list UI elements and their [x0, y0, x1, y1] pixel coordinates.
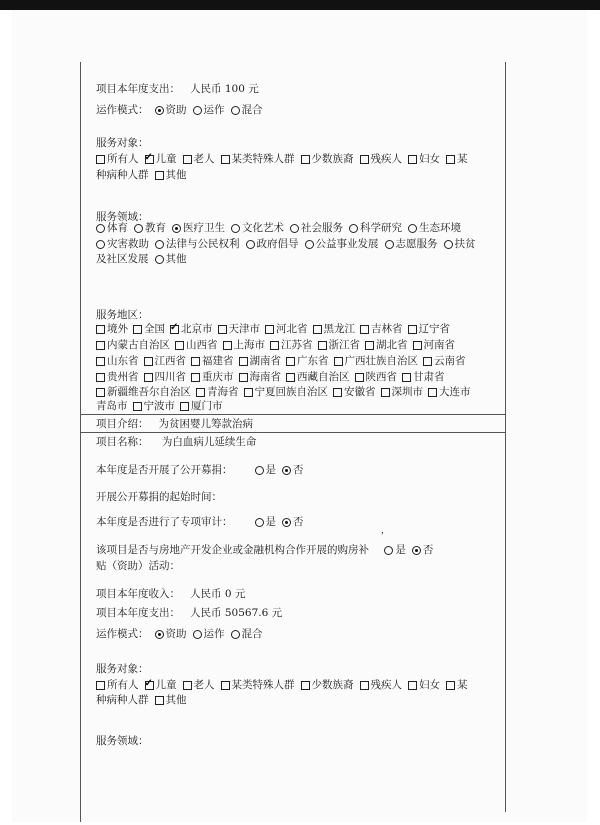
- checkbox[interactable]: [175, 341, 184, 350]
- checkbox[interactable]: [286, 373, 295, 382]
- checkbox[interactable]: [355, 373, 364, 382]
- radio[interactable]: [385, 240, 394, 249]
- field-label-2: 服务领域：: [96, 735, 149, 747]
- radio-operation[interactable]: [193, 630, 202, 639]
- checkbox[interactable]: [408, 681, 417, 690]
- checkbox[interactable]: [218, 325, 227, 334]
- radio[interactable]: [305, 240, 314, 249]
- radio[interactable]: [408, 224, 417, 233]
- name-row: 项目名称： 为白血病儿延续生命: [96, 436, 257, 448]
- radio[interactable]: [96, 224, 105, 233]
- intro-row: 项目介绍： 为贫困婴儿筹款治病: [96, 418, 254, 430]
- checkbox[interactable]: [239, 357, 248, 366]
- region-row-1: 境外 全国 ✓ 北京市 天津市 河北省 黑龙江 吉林省 辽宁省: [96, 323, 450, 336]
- stray-mark: ，: [381, 526, 391, 536]
- checkbox[interactable]: [96, 681, 105, 690]
- checkbox-checked[interactable]: [145, 681, 154, 690]
- income-row: 项目本年度收入： 人民币 0 元: [96, 588, 246, 600]
- fundraise-row: 本年度是否开展了公开募捐： 是 否: [96, 464, 304, 476]
- checkbox[interactable]: [96, 388, 105, 397]
- radio-mixed[interactable]: [231, 630, 240, 639]
- checkbox[interactable]: [221, 155, 230, 164]
- checkbox[interactable]: [313, 325, 322, 334]
- checkbox[interactable]: [144, 373, 153, 382]
- checkbox[interactable]: [265, 325, 274, 334]
- region-label-1: 服务地区：: [96, 309, 149, 321]
- checkbox[interactable]: [244, 388, 253, 397]
- field-row-2: 灾害救助 法律与公民权利 政府倡导 公益事业发展 志愿服务 扶贫: [96, 238, 476, 251]
- radio-yes[interactable]: [255, 518, 264, 527]
- radio-selected[interactable]: [172, 224, 181, 233]
- target-label-2: 服务对象：: [96, 663, 149, 675]
- region-row-6: 青岛市 宁波市 厦门市: [96, 400, 223, 412]
- checkbox[interactable]: [334, 357, 343, 366]
- radio-mixed[interactable]: [231, 106, 240, 115]
- row-divider: [80, 414, 505, 415]
- checkbox[interactable]: [155, 696, 164, 705]
- start-time-row: 开展公开募捐的起始时间：: [96, 491, 222, 503]
- checkbox[interactable]: [96, 357, 105, 366]
- checkbox[interactable]: [360, 325, 369, 334]
- checkbox-checked[interactable]: [145, 155, 154, 164]
- checkbox[interactable]: [223, 341, 232, 350]
- checkbox[interactable]: [221, 681, 230, 690]
- scan-top-border: [0, 0, 600, 10]
- field-label-1: 服务领域：: [96, 211, 149, 223]
- radio-no[interactable]: [282, 518, 291, 527]
- checkbox[interactable]: [408, 325, 417, 334]
- checkbox[interactable]: [155, 171, 164, 180]
- checkbox[interactable]: [446, 681, 455, 690]
- checkbox[interactable]: [183, 681, 192, 690]
- radio[interactable]: [155, 240, 164, 249]
- checkbox-checked[interactable]: [170, 325, 179, 334]
- table-right-border: [505, 62, 506, 812]
- field-row-1: 体育 教育 医疗卫生 文化艺术 社会服务 科学研究 生态环境: [96, 222, 461, 235]
- target-row-2: 所有人 ✓ 儿童 老人 某类特殊人群 少数族裔 残疾人 妇女 某: [96, 679, 468, 692]
- target-label-1: 服务对象：: [96, 137, 149, 149]
- housing-row: 该项目是否与房地产开发企业或金融机构合作开展的购房补 是 否: [96, 544, 434, 556]
- radio[interactable]: [444, 240, 453, 249]
- region-row-4: 贵州省 四川省 重庆市 海南省 西藏自治区 陕西省 甘肃省: [96, 371, 445, 384]
- checkbox[interactable]: [144, 357, 153, 366]
- checkbox[interactable]: [133, 325, 142, 334]
- region-row-5: 新疆维吾尔自治区 青海省 宁夏回族自治区 安徽省 深圳市 大连市: [96, 386, 471, 399]
- checkbox[interactable]: [333, 388, 342, 397]
- field-row-3: 及社区发展 其他: [96, 253, 187, 265]
- mode-row-1: 运作模式： 资助 运作 混合: [96, 104, 263, 116]
- radio[interactable]: [290, 224, 299, 233]
- radio-yes[interactable]: [384, 546, 393, 555]
- checkbox[interactable]: [191, 357, 200, 366]
- table-left-border: [80, 62, 81, 822]
- radio-yes[interactable]: [255, 466, 264, 475]
- row-divider: [80, 432, 505, 433]
- expense-row-1: 项目本年度支出： 人民币 100 元: [96, 83, 259, 95]
- checkbox[interactable]: [96, 341, 105, 350]
- checkbox[interactable]: [365, 341, 374, 350]
- checkbox[interactable]: [318, 341, 327, 350]
- checkbox[interactable]: [446, 155, 455, 164]
- checkbox[interactable]: [423, 357, 432, 366]
- checkbox[interactable]: [413, 341, 422, 350]
- radio-no[interactable]: [412, 546, 421, 555]
- checkbox[interactable]: [180, 402, 189, 411]
- checkbox[interactable]: [360, 681, 369, 690]
- radio-no[interactable]: [282, 466, 291, 475]
- checkbox[interactable]: [270, 341, 279, 350]
- checkbox[interactable]: [96, 155, 105, 164]
- radio[interactable]: [349, 224, 358, 233]
- target-row-1: 所有人 ✓ 儿童 老人 某类特殊人群 少数族裔 残疾人 妇女 某: [96, 153, 468, 166]
- mode-row-2: 运作模式： 资助 运作 混合: [96, 628, 263, 640]
- checkbox[interactable]: [408, 155, 417, 164]
- region-row-2: 内蒙古自治区 山西省 上海市 江苏省 浙江省 湖北省 河南省: [96, 339, 455, 352]
- checkbox[interactable]: [428, 388, 437, 397]
- checkbox[interactable]: [402, 373, 411, 382]
- checkbox[interactable]: [360, 155, 369, 164]
- checkbox[interactable]: [196, 388, 205, 397]
- radio[interactable]: [246, 240, 255, 249]
- checkbox[interactable]: [183, 155, 192, 164]
- checkbox[interactable]: [133, 402, 142, 411]
- checkbox[interactable]: [301, 681, 310, 690]
- checkbox[interactable]: [301, 155, 310, 164]
- radio[interactable]: [155, 255, 164, 264]
- radio-operation[interactable]: [193, 106, 202, 115]
- expense-row-2: 项目本年度支出： 人民币 50567.6 元: [96, 607, 283, 619]
- target-row-1b: 种病种人群 其他: [96, 169, 187, 181]
- region-row-3: 山东省 江西省 福建省 湖南省 广东省 广西壮族自治区 云南省: [96, 355, 466, 368]
- checkbox[interactable]: [96, 373, 105, 382]
- radio[interactable]: [134, 224, 143, 233]
- checkbox[interactable]: [239, 373, 248, 382]
- radio-funding[interactable]: [155, 630, 164, 639]
- checkbox[interactable]: [191, 373, 200, 382]
- radio-funding[interactable]: [155, 106, 164, 115]
- radio[interactable]: [231, 224, 240, 233]
- radio[interactable]: [96, 240, 105, 249]
- target-row-2b: 种病种人群 其他: [96, 694, 187, 706]
- checkbox[interactable]: [286, 357, 295, 366]
- checkbox[interactable]: [96, 325, 105, 334]
- checkbox[interactable]: [381, 388, 390, 397]
- audit-row: 本年度是否进行了专项审计： 是 否: [96, 516, 304, 528]
- housing-row-2: 贴（资助）活动：: [96, 560, 180, 572]
